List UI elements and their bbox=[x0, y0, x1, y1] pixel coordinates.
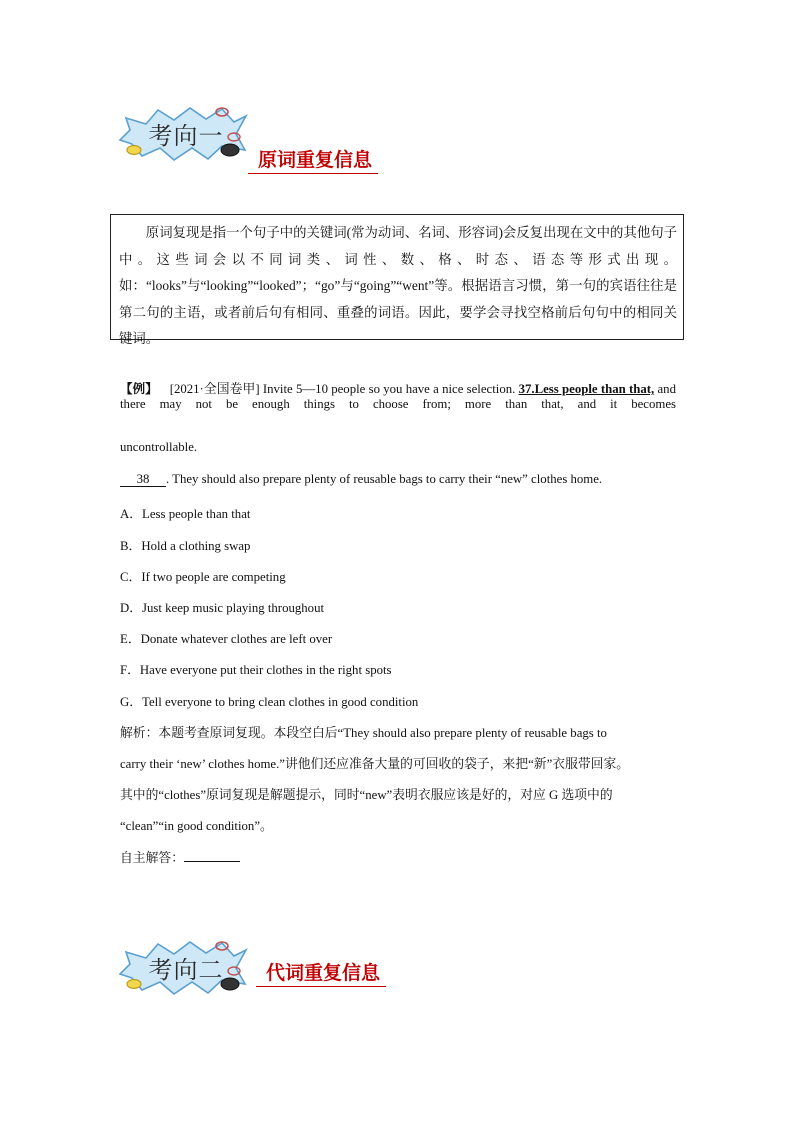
example-tag: 【例】 bbox=[120, 381, 158, 396]
section2-badge bbox=[118, 938, 253, 998]
option-f: F．Have everyone put their clothes in the right spots bbox=[120, 663, 392, 677]
example-line-1 bbox=[120, 378, 676, 412]
self-answer-label: 自主解答： bbox=[120, 851, 184, 865]
option-c: C．If two people are competing bbox=[120, 570, 286, 584]
section1-badge-label: 考向一 bbox=[148, 122, 224, 150]
section2-badge-label: 考向二 bbox=[148, 956, 224, 984]
example-source: [2021·全国卷甲] bbox=[169, 382, 260, 396]
option-b: B．Hold a clothing swap bbox=[120, 539, 251, 553]
example-line-4 bbox=[120, 472, 676, 487]
analysis-line-2: carry their ‘new’ clothes home.”讲他们还应准备大量的可回收的袋子，来把“新”衣服带回家。 bbox=[120, 757, 630, 771]
example-line-3 bbox=[120, 440, 676, 455]
example-sentence-2-end: uncontrollable. bbox=[120, 440, 198, 454]
option-a: A．Less people than that bbox=[120, 507, 251, 521]
example-sentence-1: Invite 5—10 people so you have a nice selection. bbox=[262, 382, 516, 396]
section2-title: 代词重复信息 bbox=[256, 958, 386, 987]
option-g: G．Tell everyone to bring clean clothes in good condition bbox=[120, 695, 419, 709]
example-sentence-3: . They should also prepare plenty of reusable bags to carry their “new” clothes home. bbox=[166, 472, 603, 486]
option-e: E．Donate whatever clothes are left over bbox=[120, 632, 333, 646]
example-sentence-2: and there may not be enough things to choose from; more than that, and it becomes bbox=[120, 382, 676, 411]
intro-text: 原词复现是指一个句子中的关键词(常为动词、名词、形容词)会反复出现在文中的其他句子中。这些词会以不同词类、词性、数、格、时态、语态等形式出现。如：“looks”与“looking”“looked”；“go”与“going”“went”等。根据语言习惯，第一句的宾语往往是第二句的主语，或者前后句有相同、重叠的词语。因此，要学会寻找空格前后句句中的相同关键词。 bbox=[119, 225, 677, 346]
intro-box bbox=[110, 214, 684, 346]
self-answer-blank[interactable] bbox=[184, 849, 240, 862]
option-d: D．Just keep music playing throughout bbox=[120, 601, 325, 615]
analysis-line-4: “clean”“in good condition”。 bbox=[120, 819, 273, 833]
section1-badge bbox=[118, 104, 253, 164]
section1-title: 原词重复信息 bbox=[248, 145, 378, 174]
answer-37: 37.Less people than that, bbox=[518, 382, 655, 396]
analysis-line-3: 其中的“clothes”原词复现是解题提示，同时“new”表明衣服应该是好的，对应 G 选项中的 bbox=[120, 788, 613, 802]
blank-38: 38 bbox=[120, 472, 166, 487]
analysis-line-1: 解析：本题考查原词复现。本段空白后“They should also prepare plenty of reusable bags to bbox=[120, 726, 607, 740]
self-answer-line bbox=[120, 847, 676, 866]
